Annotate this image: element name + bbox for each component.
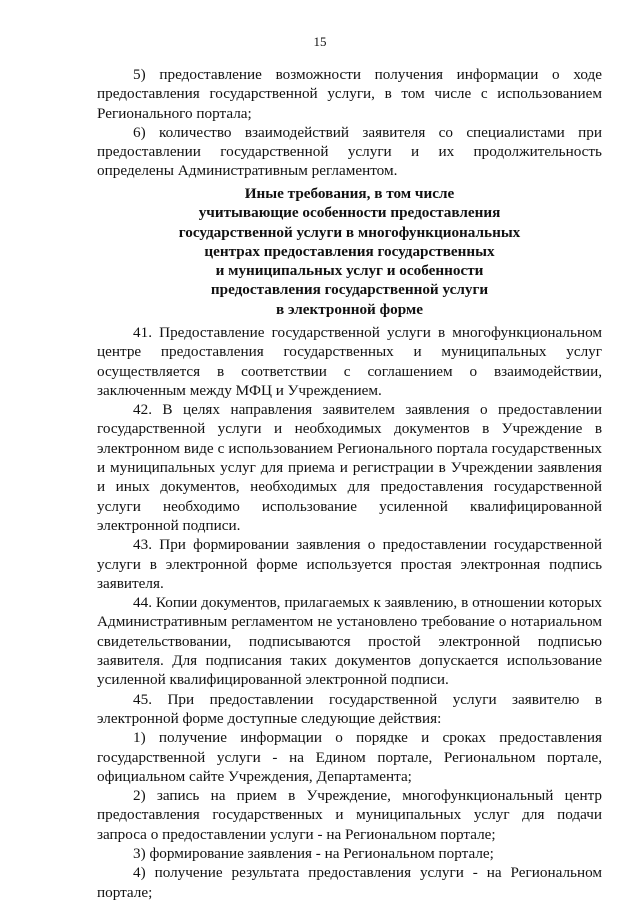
section-body — [97, 323, 602, 902]
heading-line: предоставления государственной услуги — [210, 281, 489, 299]
heading-line: в электронной форме — [275, 300, 424, 318]
list-item: 2) запись на прием в Учреждение, многофункциональный центр предоставления государственных и муниципальных услуг для подачи запроса о предоставлении услуги - на Региональном портале; — [97, 787, 602, 843]
paragraph-41: 41. Предоставление государственной услуги в многофункциональном центре предоставления государственных и муниципальных услуг осуществляется в соответствии с соглашением о взаимодействии, заключенным между МФЦ и Учреждением. — [97, 324, 602, 399]
paragraph-43: 43. При формировании заявления о предоставлении государственной услуги в электронной форме используется простая электронная подпись заявителя. — [97, 536, 602, 592]
heading-line: и муниципальных услуг и особенности — [215, 262, 484, 280]
list-item: 3) формирование заявления - на Региональном портале; — [133, 845, 494, 863]
heading-line: учитывающие особенности предоставления — [198, 204, 501, 222]
paragraph-44: 44. Копии документов, прилагаемых к заявлению, в отношении которых Административным регламентом не установлено требование о нотариальном свидетельствовании, подписываются простой электронной подписью заявителя. Для подписания таких документов допускается использование усиленной квалифицированной электронной подписи. — [97, 594, 602, 689]
section-heading — [97, 184, 602, 319]
list-item: 6) количество взаимодействий заявителя со специалистами при предоставлении государственной услуги и их продолжительность определены Административным регламентом. — [97, 123, 602, 180]
list-item: 5) предоставление возможности получения информации о ходе предоставления государственной услуги, в том числе с использованием Регионального портала; — [97, 66, 602, 122]
heading-line: государственной услуги в многофункциональных — [178, 223, 521, 241]
paragraph-42: 42. В целях направления заявителем заявления о предоставлении государственной услуги и необходимых документов в Учреждение в электронном виде с использованием Регионального портала государственных и муниципальных услуг для приема и регистрации в Учреждении заявления и иных документов, необходимых для предоставления государственной услуги необходимо использование усиленной квалифицированной электронной подписи. — [97, 401, 602, 534]
list-item: 1) получение информации о порядке и сроках предоставления государственной услуги - на Едином портале, Региональном портале, официальном сайте Учреждения, Департамента; — [97, 729, 602, 785]
list-items-top — [97, 65, 602, 181]
list-item: 4) получение результата предоставления услуги - на Региональном портале; — [97, 864, 602, 901]
paragraph-45: 45. При предоставлении государственной услуги заявителю в электронной форме доступные следующие действия: — [97, 690, 602, 727]
heading-line: центрах предоставления государственных — [204, 242, 495, 260]
heading-line: Иные требования, в том числе — [244, 185, 455, 202]
page-number: 15 — [313, 34, 327, 49]
